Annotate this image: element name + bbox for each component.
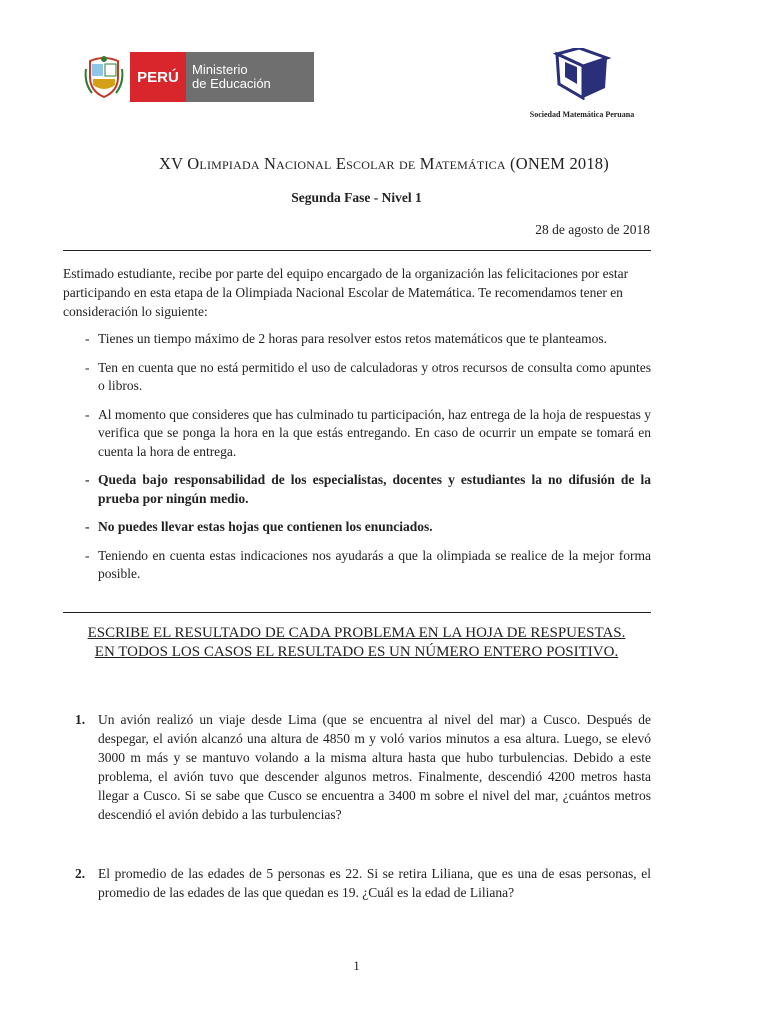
problem-text: El promedio de las edades de 5 personas es 22. Si se retira Liliana, que es una de esas personas, el promedio de las edades de las que quedan es 19. ¿Cuál es la edad de Liliana? bbox=[98, 866, 651, 900]
ministerio-line2: de Educación bbox=[192, 76, 271, 91]
peru-coat-of-arms-icon bbox=[78, 52, 130, 102]
peru-label: PERÚ bbox=[130, 52, 186, 102]
page-number: 1 bbox=[353, 958, 360, 973]
banner-line1: ESCRIBE EL RESULTADO DE CADA PROBLEMA EN LA HOJA DE RESPUESTAS. bbox=[87, 625, 626, 641]
problem-number: 2. bbox=[75, 866, 86, 881]
rule-item: - Ten en cuenta que no está permitido el uso de calculadoras y otros recursos de consulta como apuntes o libros. bbox=[85, 359, 651, 393]
rule-item: - No puedes llevar estas hojas que contienen los enunciados. bbox=[85, 519, 433, 534]
problem-1 bbox=[63, 710, 651, 824]
intro-paragraph: Estimado estudiante, recibe por parte del equipo encargado de la organización las felicitaciones por estar participando en esta etapa de la Olimpiada Nacional Escolar de Matemática. Te recomendamos tener en consideración lo siguiente: bbox=[63, 266, 629, 319]
minedu-logo bbox=[78, 52, 314, 102]
exam-subtitle: Segunda Fase - Nivel 1 bbox=[291, 190, 422, 205]
banner-line2: EN TODOS LOS CASOS EL RESULTADO ES UN NÚMERO ENTERO POSITIVO. bbox=[94, 644, 619, 660]
rule-text: Tienes un tiempo máximo de 2 horas para resolver estos retos matemáticos que te planteamos. bbox=[98, 331, 607, 346]
problem-2 bbox=[63, 864, 651, 902]
rule-text: Al momento que consideres que has culminado tu participación, haz entrega de la hoja de respuestas y verifica que se ponga la hora en la que estás entregando. En caso de ocurrir un empate se tomará en cuenta la hora de entrega. bbox=[98, 406, 651, 459]
rule-item: - Tienes un tiempo máximo de 2 horas para resolver estos retos matemáticos que te planteamos. bbox=[85, 331, 607, 346]
rule-text: No puedes llevar estas hojas que contienen los enunciados. bbox=[98, 519, 433, 534]
rule-text: Ten en cuenta que no está permitido el uso de calculadoras y otros recursos de consulta como apuntes o libros. bbox=[98, 359, 651, 393]
divider-top bbox=[63, 250, 651, 251]
rule-text: Queda bajo responsabilidad de los especialistas, docentes y estudiantes la no difusión de la prueba por ningún medio. bbox=[98, 472, 651, 506]
smp-logo bbox=[512, 48, 652, 119]
problem-text: Un avión realizó un viaje desde Lima (que se encuentra al nivel del mar) a Cusco. Después de despegar, el avión alcanzó una altura de 4850 m y voló varios minutos a esa altura. Luego, se elevó 3000 m más y se mantuvo volando a la misma altura hasta que hubo turbulencias. Debido a este problema, el avión tuvo que descender algunos metros. Finalmente, descendió 4200 metros hasta llegar a Cusco. Si se sabe que Cusco se encuentra a 3400 m sobre el nivel del mar, ¿cuántos metros descendió el avión debido a las turbulencias? bbox=[98, 712, 651, 822]
problem-number: 1. bbox=[75, 712, 86, 727]
ministerio-line1: Ministerio bbox=[192, 62, 248, 77]
rule-item: - Queda bajo responsabilidad de los especialistas, docentes y estudiantes la no difusión de la prueba por ningún medio. bbox=[85, 472, 651, 506]
rule-text: Teniendo en cuenta estas indicaciones nos ayudarás a que la olimpiada se realice de la mejor forma posible. bbox=[98, 547, 651, 581]
rule-item: - Al momento que consideres que has culminado tu participación, haz entrega de la hoja de respuestas y verifica que se ponga la hora en la que estás entregando. En caso de ocurrir un empate se tomará en cuenta la hora de entrega. bbox=[85, 406, 651, 459]
rule-item: - Teniendo en cuenta estas indicaciones nos ayudarás a que la olimpiada se realice de la mejor forma posible. bbox=[85, 547, 651, 581]
smp-cube-icon bbox=[553, 48, 611, 100]
rules-list bbox=[63, 330, 651, 594]
divider-middle bbox=[63, 612, 651, 613]
ministerio-label bbox=[186, 52, 314, 102]
smp-name: Sociedad Matemática Peruana bbox=[529, 110, 635, 119]
answer-instructions-banner bbox=[0, 624, 713, 662]
exam-title: XV Olimpiada Nacional Escolar de Matemática (ONEM 2018) bbox=[159, 154, 609, 173]
exam-date: 28 de agosto de 2018 bbox=[535, 222, 650, 237]
